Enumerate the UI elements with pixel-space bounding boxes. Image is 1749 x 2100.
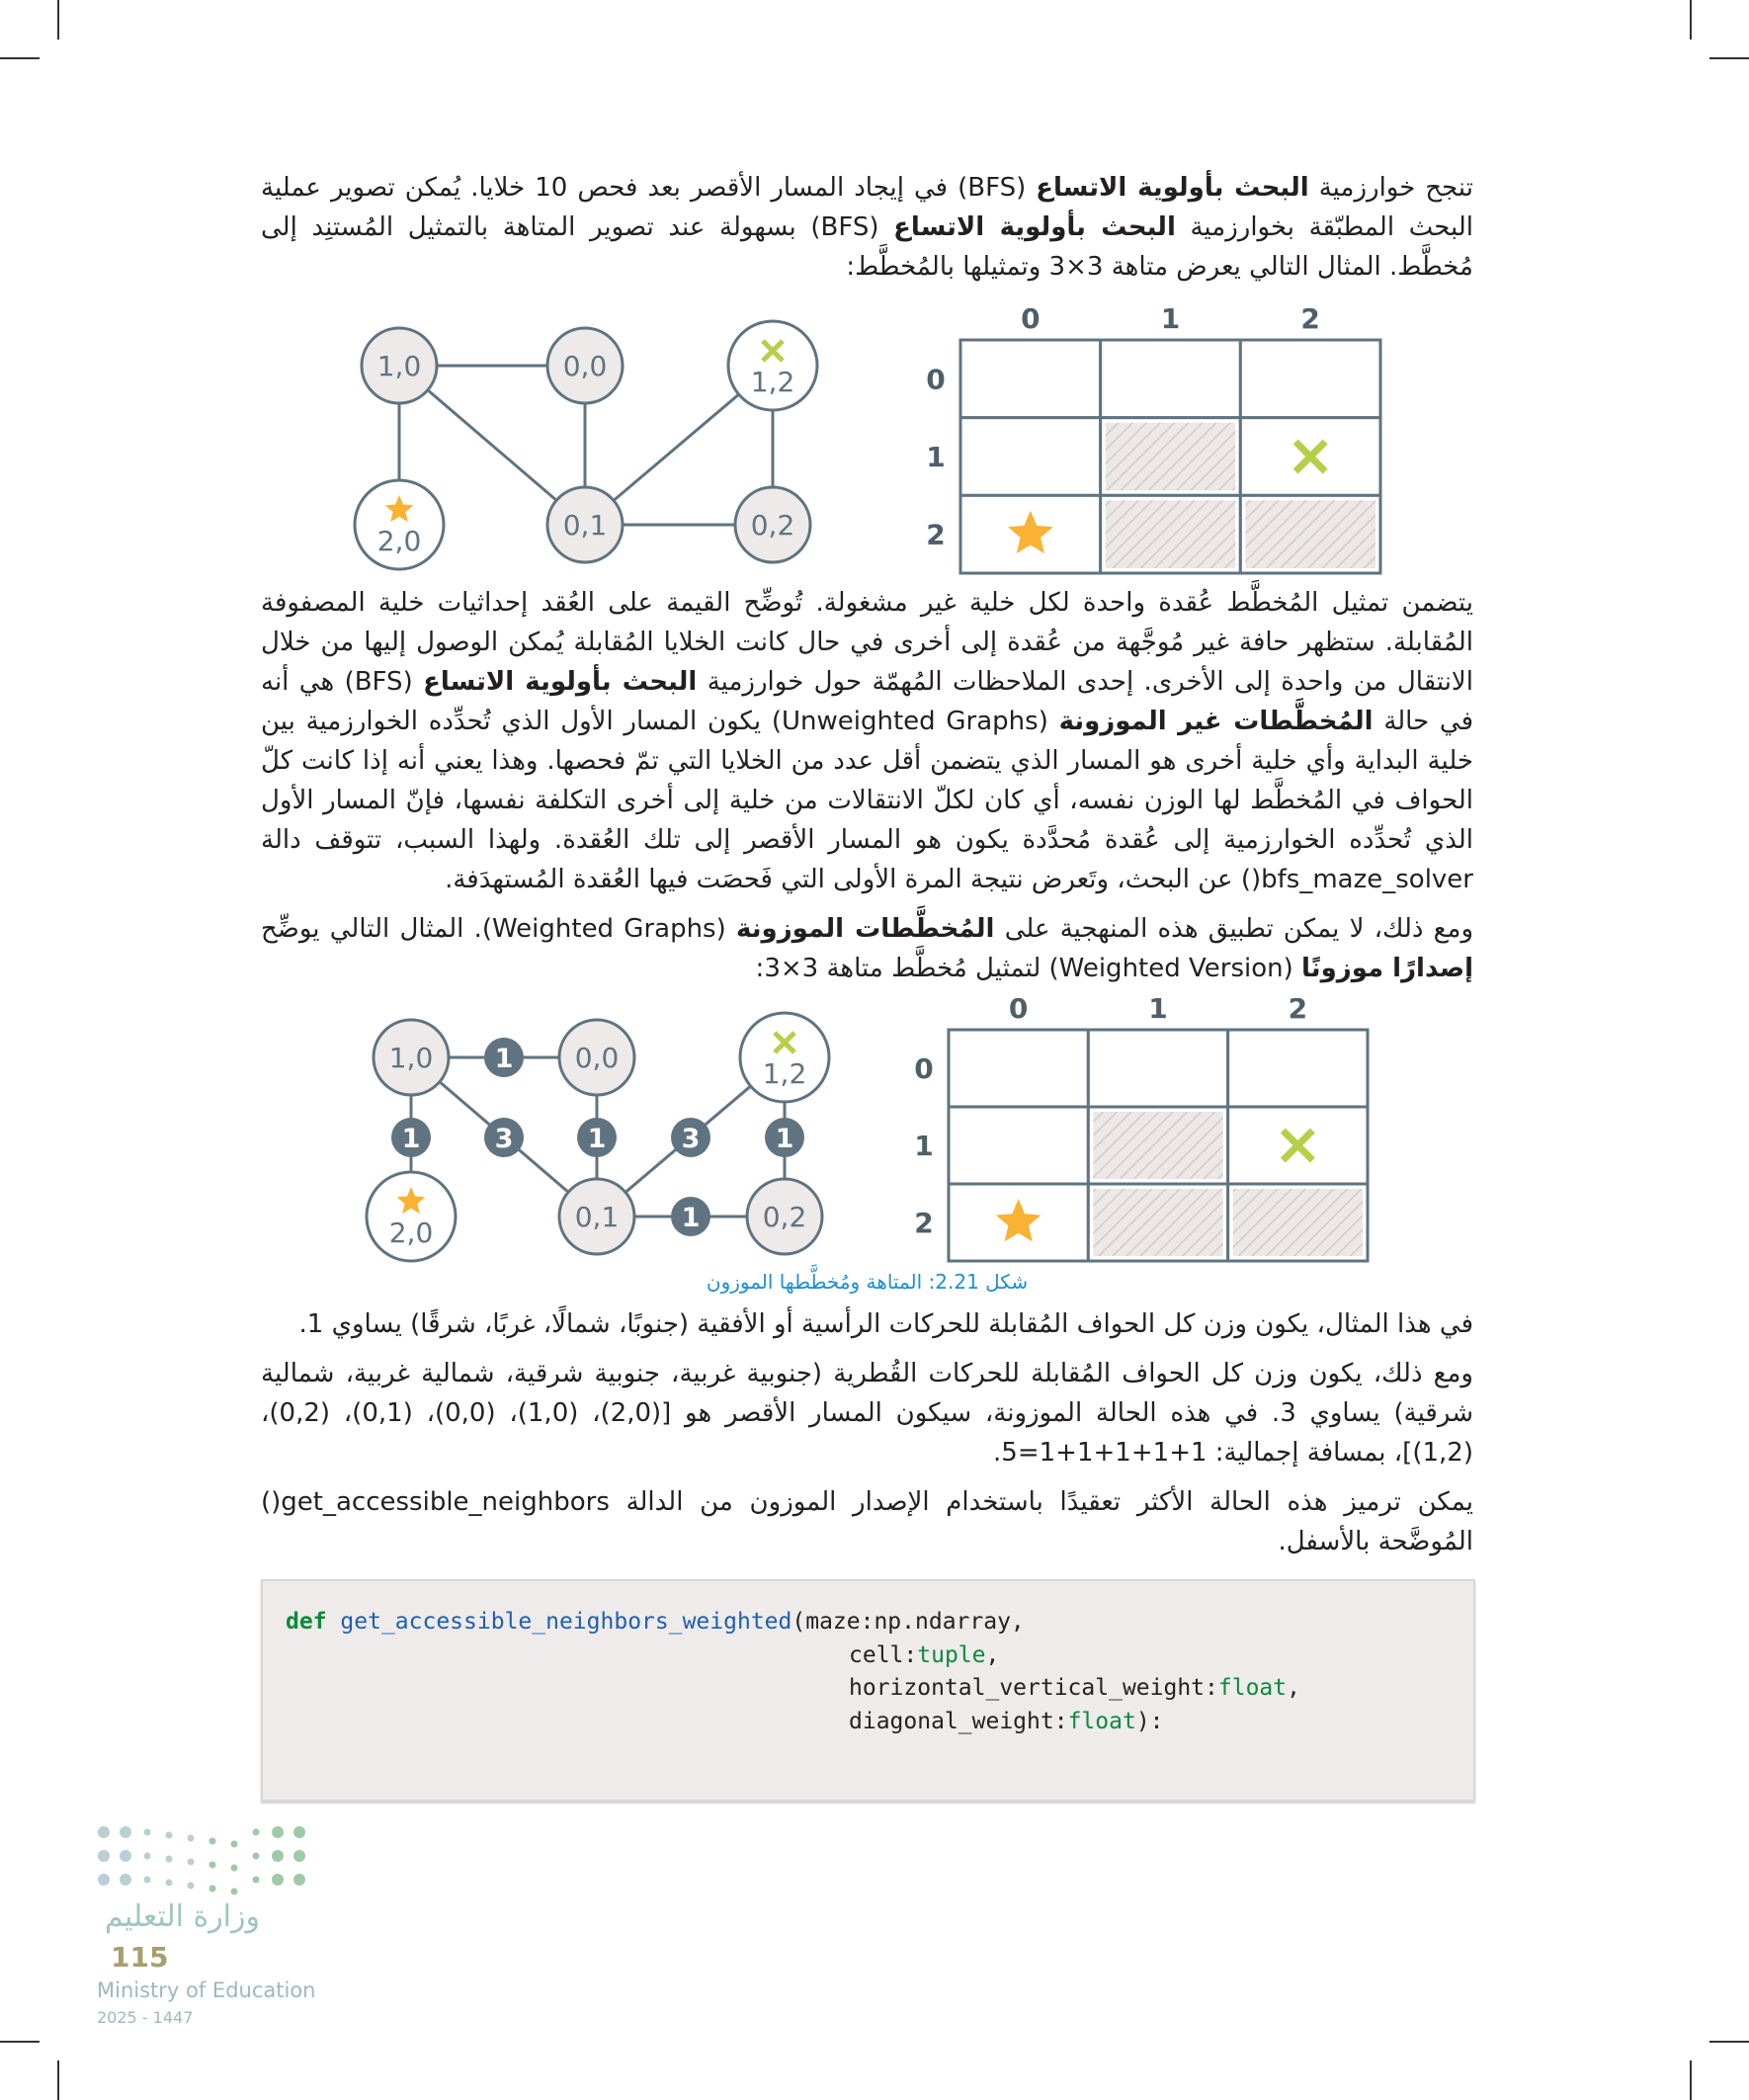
logo-dot [231, 1841, 238, 1848]
figure-caption: شكل 2.21: المتاهة ومُخطَّطها الموزون [706, 1270, 1029, 1294]
maze-cell [949, 1030, 1088, 1107]
node-label: 1,2 [762, 1057, 807, 1090]
logo-dot [209, 1838, 216, 1845]
maze-cell [1228, 1030, 1368, 1107]
logo-dot [253, 1853, 260, 1860]
crop-mark [57, 2060, 59, 2100]
weighted-intro-paragraph [261, 909, 1473, 988]
bold-term: البحث بأولوية الاتساع [423, 667, 698, 697]
maze-wall-cell [1245, 500, 1375, 568]
node-label: 2,0 [376, 525, 422, 557]
row-label: 0 [914, 1052, 934, 1085]
code-line [849, 1675, 1300, 1701]
logo-dot [98, 1850, 110, 1862]
maze-wall-cell [1106, 423, 1236, 491]
node-label: 0,1 [562, 509, 608, 542]
logo-dot [272, 1826, 284, 1838]
weighted-graph [367, 1013, 829, 1261]
ministry-name-arabic: وزارة التعليم [104, 1899, 260, 1934]
ministry-logo [0, 1818, 326, 1897]
code-type: tuple [917, 1642, 986, 1668]
column-label: 1 [1160, 302, 1181, 335]
logo-dot [144, 1853, 151, 1860]
maze-cell [1101, 340, 1241, 418]
crop-mark [0, 2041, 40, 2043]
diagonal-weight-paragraph [261, 1354, 1473, 1472]
row-label: 1 [914, 1130, 934, 1162]
text-segment: في هذا المثال، يكون وزن كل الحواف المُقابلة للحركات الرأسية أو الأفقية (جنوبًا، شمالًا، غربًا، شرقًا) يساوي 1. [298, 1309, 1473, 1339]
logo-dot [293, 1850, 305, 1862]
logo-dot [253, 1829, 260, 1836]
intro-paragraph [261, 168, 1473, 287]
edge-weight-label: 1 [775, 1124, 794, 1154]
logo-dot [253, 1877, 260, 1884]
code-line [286, 1609, 1025, 1635]
code-text: ): [1135, 1709, 1164, 1734]
maze-cell [949, 1107, 1088, 1184]
maze-wall-cell [1093, 1189, 1222, 1256]
column-label: 1 [1148, 998, 1168, 1025]
bold-term: المُخطَّطات غير الموزونة [1058, 707, 1374, 736]
crop-mark [1690, 2060, 1692, 2100]
logo-dot [120, 1850, 131, 1862]
maze-wall-cell [1233, 1189, 1363, 1256]
logo-dot [293, 1874, 305, 1886]
crop-mark [0, 57, 40, 59]
bold-term: إصدارًا موزونًا [1301, 954, 1473, 983]
maze-cell [960, 418, 1101, 496]
page-content [261, 168, 1473, 1802]
column-label: 2 [1300, 302, 1320, 335]
maze-wall-cell [1106, 500, 1236, 568]
code-intro-paragraph [261, 1482, 1473, 1561]
text-segment: (Unweighted Graphs) يكون المسار الأول الذي تُحدِّده الخوارزمية بين خلية البداية وأي خلية أخرى هو المسار الذي يتضمن أقل عدد من الخلايا التي تمّ فحصها. وهذا يعني أنه إذا كانت كلّ الحواف في المُخطَّط لها الوزن نفسه، أي كان لكلّ الانتقالات من خلية إلى أخرى التكلفة نفسها، فإنّ المسار الأول الذي تُحدِّده الخوارزمية إلى عُقدة مُحدَّدة يكون هو المسار الأقصر إلى تلك العُقدة. ولهذا السبب، تتوقف دالة bfs_maze_solver() عن البحث، وتَعرض نتيجة المرة الأولى التي فَحصَت فيها العُقدة المُستهدَفة. [261, 707, 1473, 894]
node-label: 1,0 [388, 1042, 434, 1074]
code-text: , [985, 1642, 1000, 1668]
figure-unweighted [0, 296, 1749, 583]
logo-dot [166, 1832, 173, 1839]
node-label: 2,0 [388, 1217, 434, 1249]
maze-grid [926, 302, 1380, 573]
code-text: , [1287, 1675, 1300, 1701]
row-label: 0 [926, 363, 946, 396]
node-label: 1,0 [376, 350, 422, 382]
logo-dot [293, 1826, 305, 1838]
node-label: 0,2 [762, 1201, 807, 1233]
logo-dot [120, 1874, 131, 1886]
logo-dot [272, 1874, 284, 1886]
logo-dot [209, 1862, 216, 1869]
row-label: 1 [926, 441, 946, 473]
crop-mark [1709, 2041, 1749, 2043]
column-label: 0 [1008, 998, 1029, 1025]
node-label: 0,2 [750, 509, 795, 542]
bold-term: البحث بأولوية الاتساع [1036, 173, 1309, 203]
text-segment: يمكن ترميز هذه الحالة الأكثر تعقيدًا باستخدام الإصدار الموزون من الدالة get_accessible_neighbors() المُوضَّحة بالأسفل. [261, 1487, 1473, 1556]
code-keyword: def [286, 1609, 327, 1635]
column-label: 0 [1021, 302, 1041, 335]
crop-mark [57, 0, 59, 40]
bold-term: المُخطَّطات الموزونة [736, 914, 995, 944]
text-segment: يتضمن تمثيل المُخطَّط عُقدة واحدة لكل خلية غير مشغولة. تُوضِّح القيمة على العُقد إحداثيات خلية المصفوفة المُقابلة. ستظهر حافة غير مُوجَّهة من عُقدة إلى أخرى في حال كانت الخلايا المُقابلة يُمكن الوصول إليها من خلال الانتقال من واحدة إلى الأخرى. إحدى الملاحظات المُهمّة حول خوارزمية [261, 588, 1473, 697]
edge-weight-paragraph [261, 1304, 1473, 1344]
node-label: 0,0 [562, 350, 608, 382]
text-segment: (Weighted Graphs). المثال التالي يوضِّح [261, 914, 736, 944]
maze-cell [1088, 1030, 1227, 1107]
logo-dot [166, 1856, 173, 1863]
row-label: 2 [926, 518, 946, 551]
code-function-name: get_accessible_neighbors_weighted [340, 1609, 792, 1635]
crop-mark [1709, 57, 1749, 59]
text-segment: ومع ذلك، لا يمكن تطبيق هذه المنهجية على [994, 914, 1473, 944]
code-block [261, 1579, 1475, 1802]
ministry-name-english: Ministry of Education [97, 1978, 316, 2002]
code-type: float [1217, 1675, 1288, 1701]
edge-weight-label: 1 [681, 1203, 701, 1233]
edge-weight-label: 3 [494, 1124, 514, 1154]
text-segment: (BFS) هي أنه في حالة [261, 667, 1473, 736]
logo-dot [120, 1826, 131, 1838]
edge-weight-label: 1 [587, 1124, 607, 1154]
edition-year: 2025 - 1447 [97, 2008, 194, 2027]
logo-dot [98, 1874, 110, 1886]
text-segment: ومع ذلك، يكون وزن كل الحواف المُقابلة للحركات القُطرية (جنوبية غربية، جنوبية شرقية، شمالية غربية، شمالية شرقية) يساوي 3. في هذه الحالة الموزونة، سيكون المسار الأقصر هو [(2,0)، (1,0)، (0,0)، (0,1)، (0,2)، (1,2)]، بمسافة إجمالية: 1+1+1+1+1=5. [261, 1359, 1473, 1468]
node-label: 0,0 [574, 1042, 620, 1074]
logo-dot [166, 1880, 173, 1887]
logo-dot [188, 1883, 195, 1890]
code-text: diagonal_weight: [849, 1709, 1068, 1734]
text-segment: (BFS) في إيجاد المسار الأقصر بعد فحص 10 خلايا. يُمكن تصوير عملية البحث المطبّقة بخوارزمية [261, 173, 1473, 242]
figure-weighted [0, 998, 1749, 1267]
edge-weight-label: 3 [681, 1124, 701, 1154]
text-segment: تنجح خوارزمية [1308, 173, 1473, 203]
logo-dot [188, 1859, 195, 1866]
logo-dot [188, 1835, 195, 1842]
node-label: 1,2 [750, 366, 795, 398]
text-segment: (BFS) بسهولة عند تصوير المتاهة بالتمثيل المُستنِد إلى مُخطَّط. المثال التالي يعرض متاهة 3×3 وتمثيلها بالمُخطَّط: [261, 212, 1473, 282]
code-line [849, 1642, 999, 1668]
logo-dot [209, 1886, 216, 1892]
logo-dot [272, 1850, 284, 1862]
column-label: 2 [1288, 998, 1308, 1025]
bold-term: البحث بأولوية الاتساع [893, 212, 1176, 242]
maze-wall-cell [1093, 1112, 1222, 1179]
maze-grid-weighted [914, 998, 1368, 1261]
crop-mark [1690, 0, 1692, 40]
logo-dot [231, 1865, 238, 1872]
maze-cell [960, 340, 1101, 418]
edge-weight-label: 1 [401, 1124, 421, 1154]
code-type: float [1067, 1709, 1136, 1734]
code-line [849, 1709, 1164, 1734]
logo-dot [98, 1826, 110, 1838]
graph-explanation-paragraph [261, 583, 1473, 899]
logo-dot [144, 1829, 151, 1836]
maze-cell [1240, 340, 1380, 418]
code-text: horizontal_vertical_weight: [849, 1675, 1218, 1701]
edge-weight-label: 1 [494, 1044, 514, 1074]
text-segment: (Weighted Version) لتمثيل مُخطَّط متاهة 3×3: [755, 954, 1302, 983]
row-label: 2 [914, 1207, 934, 1239]
logo-dot [231, 1889, 238, 1895]
logo-dot [144, 1877, 151, 1884]
code-text: (maze:np.ndarray, [791, 1609, 1025, 1635]
node-label: 0,1 [574, 1201, 620, 1233]
code-text: cell: [849, 1642, 918, 1668]
page-number: 115 [111, 1941, 169, 1974]
unweighted-graph [355, 321, 817, 569]
ministry-logo-dots [98, 1826, 305, 1895]
